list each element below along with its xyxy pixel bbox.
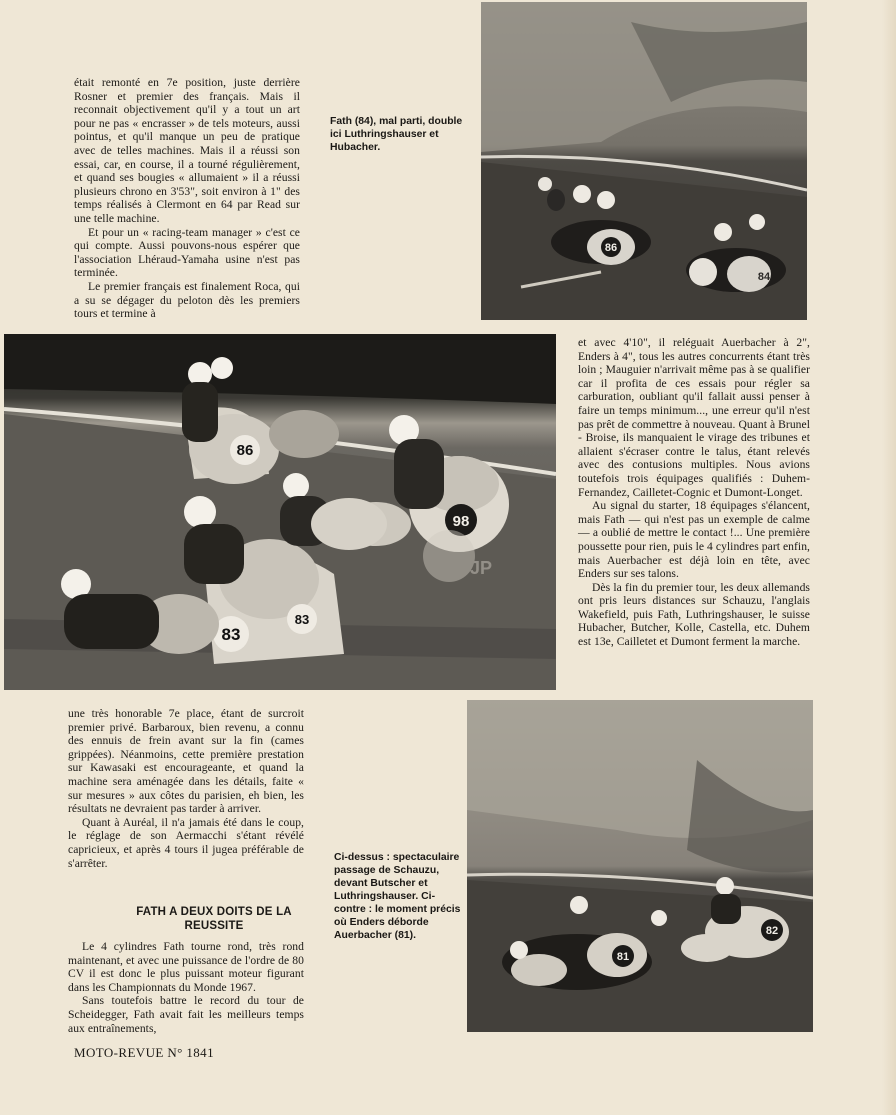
paragraph: Sans toutefois battre le record du tour de Scheidegger, Fath avait fait les meilleurs temps aux entraînements, [68, 994, 304, 1035]
section-heading: FATH A DEUX DOITS DE LA REUSSITE [136, 906, 292, 932]
photo-caption-bottom: Ci-dessus : spectaculaire passage de Schauzu, devant Butscher et Luthringshauser. Ci-contre : le moment précis où Enders déborde Auerbacher (81). [334, 852, 461, 941]
paragraph: Au signal du starter, 18 équipages s'élancent, mais Fath — qui n'est pas un exemple de calme — a oublié de mettre le contact !... Une première poussette pour rien, puis le 4 cylindres part enfin, mais Auerbacher est déjà loin en tête, avec Enders sur ses talons. [578, 499, 810, 581]
paragraph: et avec 4'10", il reléguait Auerbacher à 2", Enders à 4", tous les autres concurrents étant très loin ; Mauguier n'arrivait même pas à se qualifier car il profita de ces essais pour régler sa carburation, oubliant qu'il fallait aussi penser à faire un temps minimum..., une erreur qu'il n'est pas prêt de commettre à nouveau. Quant à Brunel - Broise, ils manquaient le virage des tribunes et allaient s'écraser contre le talus, étant relevés avec des contusions multiples. Nous avions toutefois trois équipages qualifiés : Duhem-Fernandez, Cailletet-Cognic et Dumont-Longet. [578, 336, 810, 499]
photo-image [481, 2, 807, 320]
sidecar-race-photo-bottom [467, 700, 813, 1032]
article-column-top-left [74, 76, 300, 321]
paragraph: Le 4 cylindres Fath tourne rond, très rond maintenant, et avec une puissance de l'ordre de 80 CV il est donc le plus puissant moteur figurant dans les Championnats du Monde 1967. [68, 940, 304, 994]
race-number: 83 [294, 612, 310, 627]
page-footer: MOTO-REVUE N° 1841 [74, 1045, 214, 1060]
race-number: 82 [765, 925, 779, 937]
paragraph: était remonté en 7e position, juste derrière Rosner et premier des français. Mais il reconnait objectivement qu'il y a tout un art pour ne pas « encrasser » de tels moteurs, aussi pointus, et qu'il manque un peu de pratique avec de telles machines. Mais il a réussi son essai, car, en course, il a tourné régulièrement, et quand ses bougies « allumaient » il a réussi plusieurs chrono en 3'53", soit environ à 1" des temps réalisés à Clermont en 64 par Read sur une telle machine. [74, 76, 300, 225]
photo-image [4, 334, 556, 690]
paragraph: Le premier français est finalement Roca, qui a su se dégager du peloton dès les premiers tours et termine à [74, 279, 300, 321]
race-number: 83 [221, 625, 241, 644]
svg-text:JP: JP [470, 558, 493, 578]
article-column-bottom-left [68, 707, 304, 870]
article-column-right-middle [578, 336, 810, 649]
photo-image [467, 700, 813, 1032]
paragraph: Et pour un « racing-team manager » c'est ce qui compte. Aussi pouvons-nous espérer que l'association Lhéraud-Yamaha usine n'est pas terminée. [74, 225, 300, 280]
race-number: 81 [616, 951, 630, 963]
photo-caption-top: Fath (84), mal parti, double ici Luthringshauser et Hubacher. [330, 116, 463, 153]
sidecar-race-photo-main [4, 334, 556, 690]
paragraph: Quant à Auréal, il n'a jamais été dans le coup, le réglage de son Aermacchi s'étant révélé capricieux, et après 4 tours il jugea préférable de s'arrêter. [68, 815, 304, 870]
race-number: 84 [757, 271, 771, 283]
race-number: 98 [452, 513, 470, 530]
paragraph: Dès la fin du premier tour, les deux allemands ont pris leurs distances sur Schauzu, l'anglais Wakefield, puis Fath, Luthringshauser, le suisse Hubacher, Butcher, Kolle, Castella, etc. Duhem est 13e, Cailletet et Dumont ferment la marche. [578, 580, 810, 649]
race-number: 86 [236, 442, 254, 459]
race-number: 86 [604, 242, 618, 254]
paragraph: une très honorable 7e place, étant de surcroit premier privé. Barbaroux, bien revenu, a connu des ennuis de frein avant sur la fin (cames grippées). Néanmoins, cette première prestation sur Kawasaki est encourageante, et quand la machine sera aménagée dans les détails, faite « sur mesures » aux côtes du parisien, eh bien, les résultats ne devraient pas tarder à arriver. [68, 707, 304, 816]
sidecar-race-photo-top [481, 2, 807, 320]
paper-edge [882, 0, 896, 1115]
article-column-bottom-left-2 [68, 940, 304, 1035]
